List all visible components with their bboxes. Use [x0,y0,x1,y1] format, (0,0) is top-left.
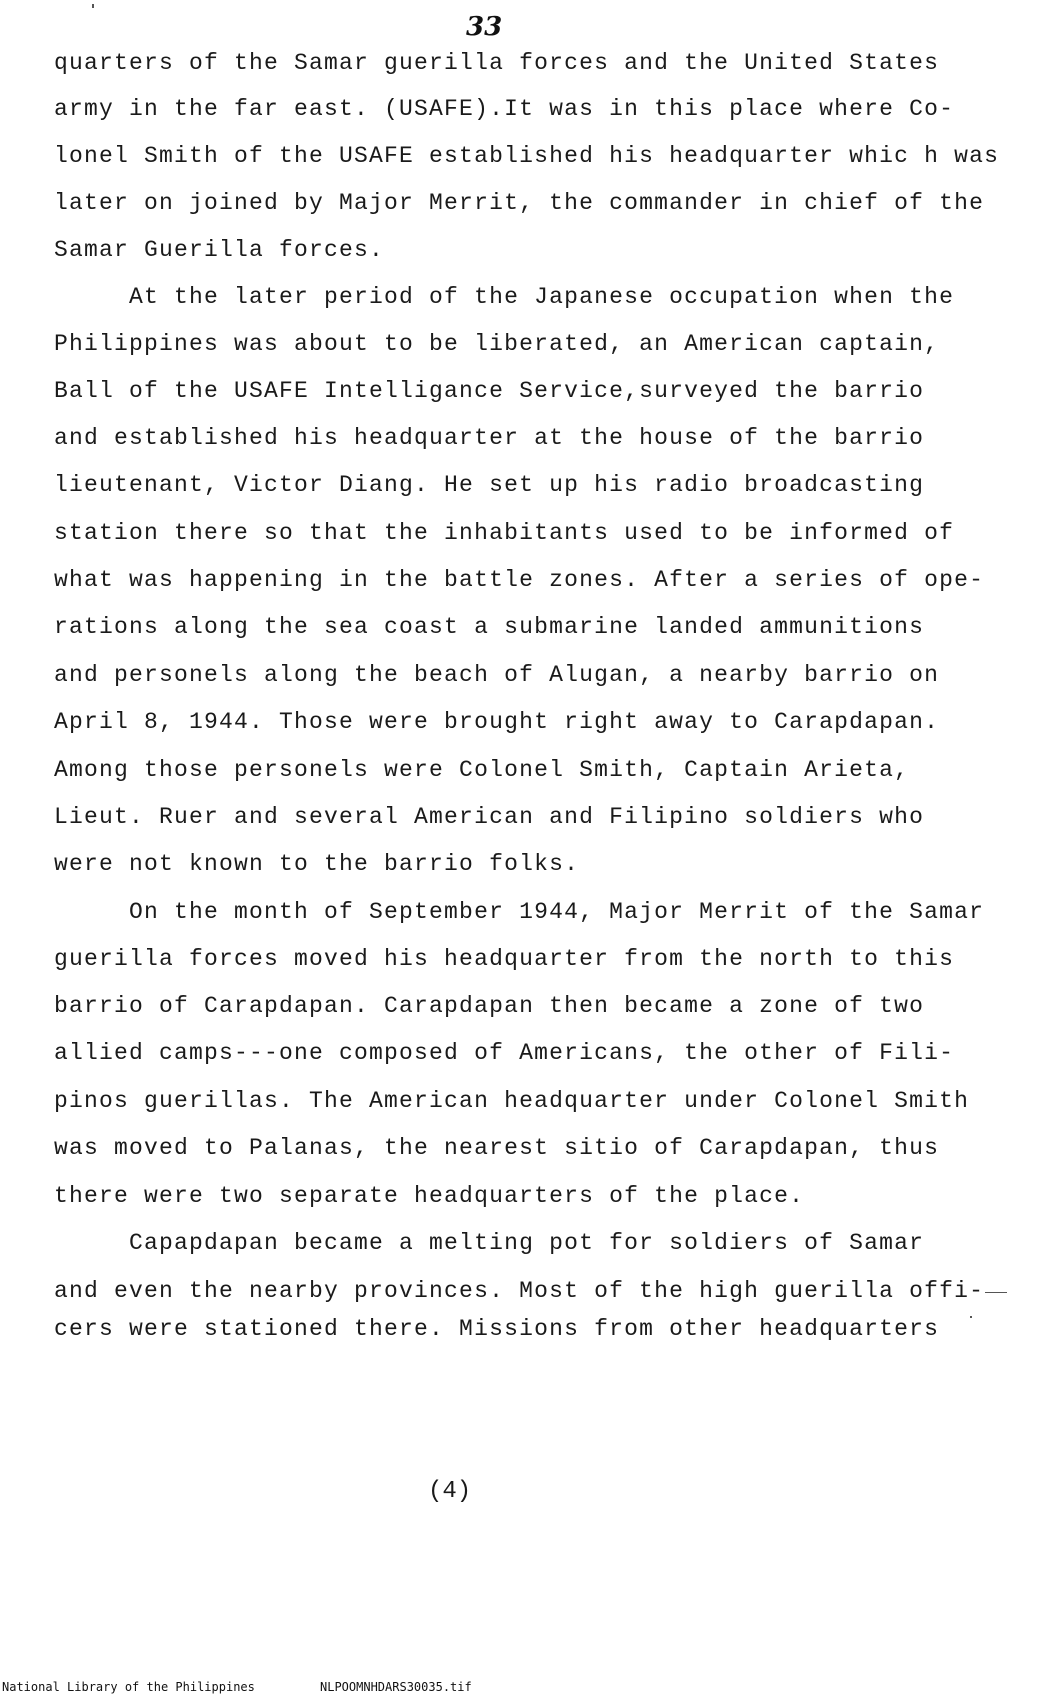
scan-speck [985,1292,1007,1293]
text-line: quarters of the Samar guerilla forces and the United States [54,50,940,76]
footer-filename: NLPOOMNHDARS30035.tif [320,1680,472,1694]
text-line: lieutenant, Victor Diang. He set up his radio broadcasting [54,472,925,498]
text-line: was moved to Palanas, the nearest sitio of Carapdapan, thus [54,1135,940,1161]
text-line: what was happening in the battle zones. After a series of ope- [54,567,985,593]
text-line: there were two separate headquarters of the place. [54,1183,805,1209]
scan-speck [92,4,94,8]
text-line: Among those personels were Colonel Smith, Captain Arieta, [54,757,910,783]
text-line: guerilla forces moved his headquarter from the north to this [54,946,955,972]
text-line: and established his headquarter at the house of the barrio [54,425,925,451]
text-line: allied camps---one composed of Americans, the other of Fili- [54,1040,955,1066]
text-line: Capapdapan became a melting pot for soldiers of Samar [54,1230,925,1256]
footer-library: National Library of the Philippines [2,1680,255,1694]
page-number: 33 [466,12,503,42]
text-line: rations along the sea coast a submarine landed ammunitions [54,614,925,640]
text-line: On the month of September 1944, Major Merrit of the Samar [54,899,985,925]
text-line: barrio of Carapdapan. Carapdapan then became a zone of two [54,993,925,1019]
text-line: army in the far east. (USAFE).It was in this place where Co- [54,96,955,122]
scan-speck [970,1316,972,1318]
text-line: April 8, 1944. Those were brought right away to Carapdapan. [54,709,940,735]
bottom-page-number: (4) [428,1478,472,1505]
text-line: At the later period of the Japanese occupation when the [54,284,955,310]
text-line: cers were stationed there. Missions from other headquarters [54,1316,940,1342]
text-line: and personels along the beach of Alugan, a nearby barrio on [54,662,940,688]
text-line: station there so that the inhabitants used to be informed of [54,520,955,546]
text-line: pinos guerillas. The American headquarter under Colonel Smith [54,1088,970,1114]
text-line: and even the nearby provinces. Most of the high guerilla offi- [54,1278,985,1304]
text-line: Lieut. Ruer and several American and Filipino soldiers who [54,804,925,830]
text-line: Ball of the USAFE Intelligance Service,surveyed the barrio [54,378,925,404]
text-line: later on joined by Major Merrit, the commander in chief of the [54,190,985,216]
text-line: Philippines was about to be liberated, an American captain, [54,331,940,357]
text-line: Samar Guerilla forces. [54,237,385,263]
text-line: lonel Smith of the USAFE established his headquarter whic h was [54,143,1000,169]
text-line: were not known to the barrio folks. [54,851,580,877]
